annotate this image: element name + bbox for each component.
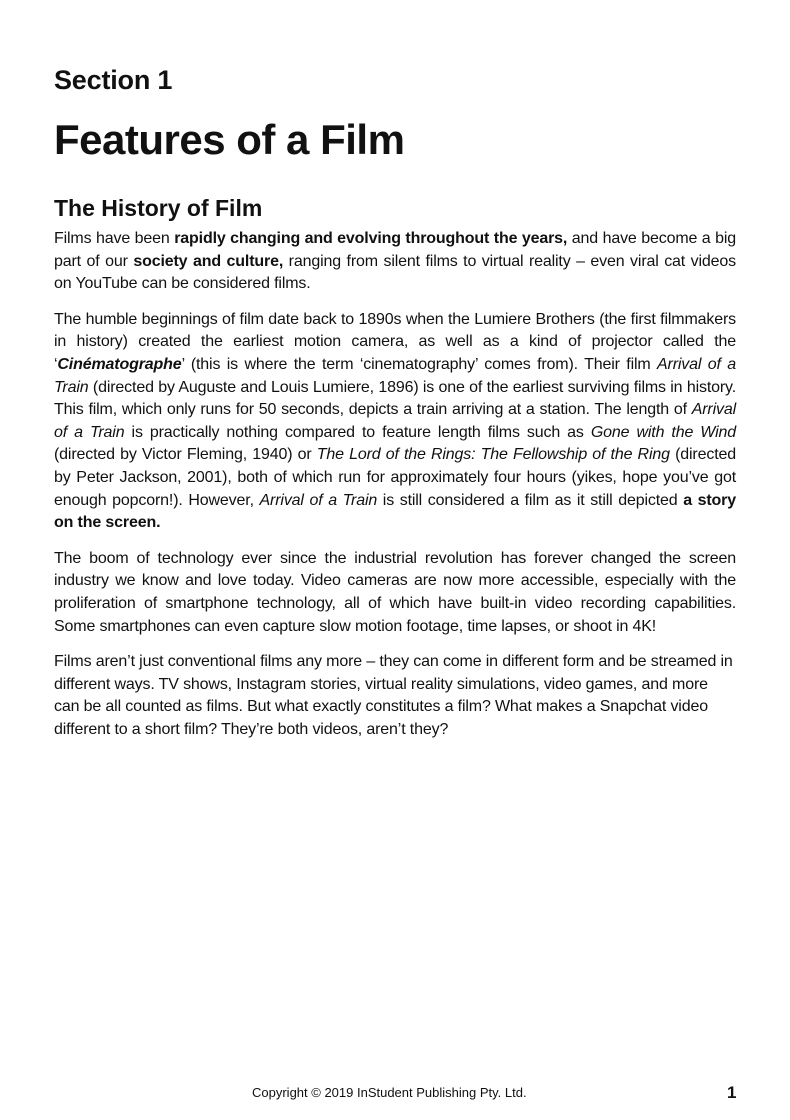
section-label: Section 1: [54, 65, 173, 95]
page-footer: [0, 1083, 790, 1103]
text-run: is practically nothing compared to feature length films such as: [124, 423, 591, 441]
page-number: 1: [727, 1083, 737, 1102]
text-run: (directed by Peter Jackson, 2001), both of which run for approximately four hours (yikes, hope you’ve got enough popcorn!). However,: [54, 446, 736, 509]
emphasis-text: Arrival of a Train: [54, 355, 736, 396]
page-title: Features of a Film: [54, 116, 405, 163]
text-run: ’ (this is where the term ‘cinematography’ comes from). Their film: [181, 355, 658, 373]
text-run: Films have been: [54, 230, 175, 247]
paragraph: [54, 228, 736, 296]
text-run: (directed by Auguste and Louis Lumiere, 1896) is one of the earliest surviving films in history. This film, which only runs for 50 seconds, depicts a train arriving at a station. The length of: [54, 378, 736, 419]
text-run: (directed by Victor Fleming, 1940) or: [54, 446, 317, 464]
emphasis-text: Cinématographe: [57, 355, 182, 373]
text-run: ranging from silent films to virtual reality – even viral cat videos on YouTube can be considered films.: [54, 252, 736, 293]
paragraph: [54, 548, 736, 638]
text-run: The humble beginnings of film date back to 1890s when the Lumiere Brothers (the first filmmakers in history) created the earliest motion camera, as well as a kind of projector called the ‘: [54, 310, 736, 373]
emphasis-text: Arrival of a Train: [54, 401, 736, 441]
emphasis-text: a story on the screen.: [54, 491, 736, 532]
text-run: The boom of technology ever since the industrial revolution has forever changed the screen industry we know and love today. Video cameras are now more accessible, especially with the proliferation of smartphone technology, all of which have built-in video recording capabilities. Some smartphones can even capture slow motion footage, time lapses, or shoot in 4K!: [54, 549, 736, 635]
text-run: and have become a big part of our: [54, 230, 736, 270]
paragraph: [54, 309, 736, 535]
paragraph: [54, 651, 736, 741]
emphasis-text: society and culture,: [133, 252, 284, 270]
emphasis-text: Gone with the Wind: [590, 423, 736, 441]
emphasis-text: The Lord of the Rings: The Fellowship of the Ring: [316, 446, 670, 464]
text-run: Films aren’t just conventional films any more – they can come in different form and be streamed in different ways. TV shows, Instagram stories, virtual reality simulations, video games, and more can be all counted as films. But what exactly constitutes a film? What makes a Snapchat video different to a short film? They’re both videos, aren’t they?: [54, 653, 733, 738]
emphasis-text: Arrival of a Train: [259, 491, 378, 509]
copyright-notice: Copyright © 2019 InStudent Publishing Pty. Ltd.: [252, 1085, 527, 1100]
subheading: The History of Film: [54, 195, 263, 221]
body-text: [54, 228, 736, 754]
emphasis-text: rapidly changing and evolving throughout the years,: [174, 230, 568, 247]
text-run: is still considered a film as it still depicted: [377, 491, 684, 509]
